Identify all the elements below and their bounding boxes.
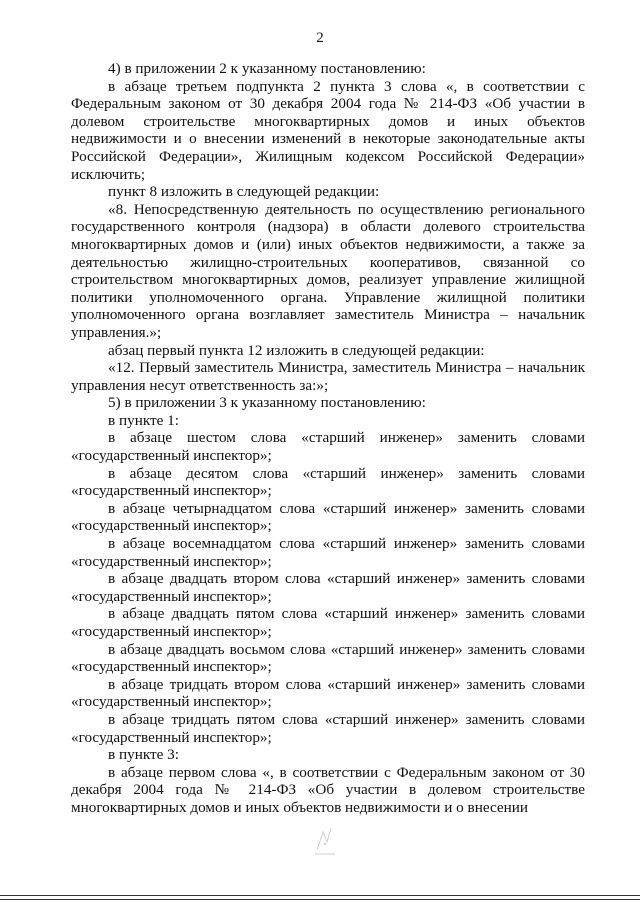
paragraph: пункт 8 изложить в следующей редакции: [108, 183, 380, 201]
paragraph: «8. Непосредственную деятельность по осуществлению регионального государственного контроля (надзора) в области долевого строительства многоквартирных домов и (или) иных объектов недвижимости, а также за деятельностью жилищно-строительных кооперативов, связанной со строительством многоквартирных домов, реализует управление жилищной политики уполномоченного органа. Управление жилищной политики уполномоченного органа возглавляет заместитель Министра – начальник управления.»; [71, 200, 585, 341]
paragraph: в абзаце первом слова «, в соответствии с Федеральным законом от 30 декабря 2004 года № 214-ФЗ «Об участии в долевом строительстве многоквартирных домов и иных объектов недвижимости и о внесении [71, 763, 585, 816]
paragraph: в абзаце двадцать восьмом слова «старший инженер» заменить словами «государственный инспектор»; [71, 640, 585, 676]
paragraph: в абзаце тридцать пятом слова «старший инженер» заменить словами «государственный инспектор»; [71, 710, 585, 746]
paragraph: в пункте 1: [108, 411, 179, 429]
paragraph: в абзаце двадцать пятом слова «старший инженер» заменить словами «государственный инспектор»; [71, 605, 585, 640]
paragraph: 4) в приложении 2 к указанному постановлению: [108, 60, 426, 77]
document-body [71, 60, 585, 817]
page-number: 2 [316, 30, 324, 46]
paragraph: в абзаце третьем подпункта 2 пункта 3 слова «, в соответствии с Федеральным законом от 30 декабря 2004 года № 214-ФЗ «Об участии в долевом строительстве многоквартирных домов и иных объектов недвижимости и о внесении изменений в некоторые законодательные акты Российской Федерации», Жилищным кодексом Российской Федерации» исключить; [71, 77, 585, 183]
paragraph: 5) в приложении 3 к указанному постановлению: [108, 394, 426, 412]
paragraph: в абзаце двадцать втором слова «старший инженер» заменить словами «государственный инспектор»; [71, 570, 585, 605]
scan-edge-line [0, 899, 640, 900]
paragraph: в абзаце десятом слова «старший инженер» заменить словами «государственный инспектор»; [71, 464, 585, 500]
paragraph: в абзаце четырнадцатом слова «старший инженер» заменить словами «государственный инспектор»; [71, 499, 585, 535]
scan-edge-line [0, 895, 640, 896]
paragraph: в пункте 3: [108, 746, 179, 764]
paragraph: в абзаце восемнадцатом слова «старший инженер» заменить словами «государственный инспектор»; [71, 535, 585, 570]
faint-stamp-mark [305, 820, 345, 860]
paragraph: в абзаце шестом слова «старший инженер» заменить словами «государственный инспектор»; [71, 429, 585, 465]
paragraph: абзац первый пункта 12 изложить в следующей редакции: [108, 341, 485, 359]
paragraph: «12. Первый заместитель Министра, заместитель Министра – начальник управления несут ответственность за:»; [71, 359, 585, 394]
paragraph: в абзаце тридцать втором слова «старший инженер» заменить словами «государственный инспектор»; [71, 675, 585, 711]
